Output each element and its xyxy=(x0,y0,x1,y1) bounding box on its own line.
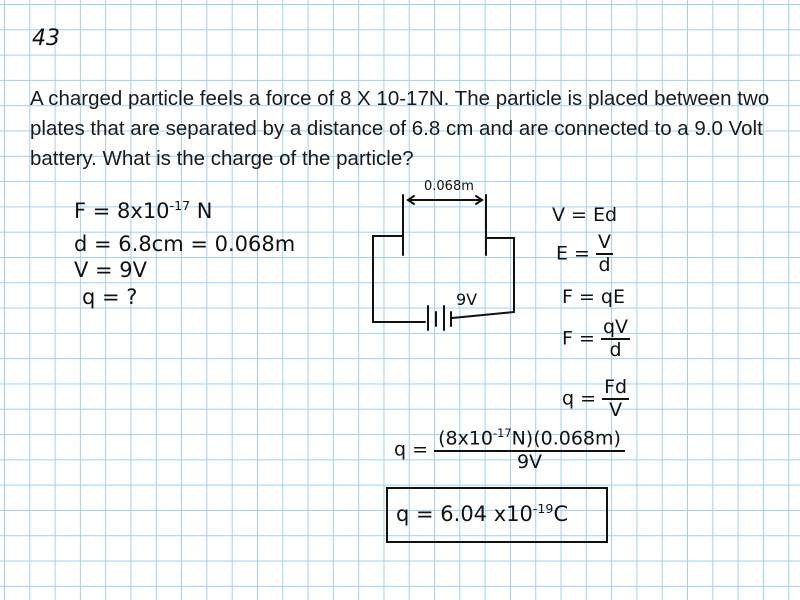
formula-v-ed: V = Ed xyxy=(552,204,618,226)
plate-gap-label: 0.068m xyxy=(424,179,474,194)
formula-q-left: q = xyxy=(562,387,603,410)
left-wire xyxy=(373,236,425,322)
formula-e-v-over-d xyxy=(556,233,613,275)
formula-e-denominator: d xyxy=(598,254,611,276)
given-force-exponent: -17 xyxy=(169,198,191,213)
formula-f-denominator: d xyxy=(609,339,622,361)
formula-f-left: F = xyxy=(562,327,601,350)
given-force-text: F = 8x10 xyxy=(74,199,170,223)
page-number: 43 xyxy=(32,26,60,51)
formula-q-denominator: V xyxy=(609,399,623,421)
formula-e-left: E = xyxy=(556,242,597,265)
formula-q-numerator: Fd xyxy=(604,376,628,398)
formula-f-fraction xyxy=(601,318,630,360)
answer-main: q = 6.04 x10 xyxy=(396,502,533,526)
substitution-left: q = xyxy=(394,438,435,461)
given-unknown: q = ? xyxy=(82,285,138,309)
battery-label: 9V xyxy=(456,290,478,309)
answer-unit: C xyxy=(553,502,569,526)
formula-e-numerator: V xyxy=(598,231,612,253)
substitution-equation xyxy=(394,428,625,472)
question-text: A charged particle feels a force of 8 X 10-17N. The particle is placed between two plates that are separated by a distance of 6.8 cm and are connected to a 9.0 Volt battery. What is the charge of the particle? xyxy=(30,87,770,170)
substitution-denominator: 9V xyxy=(516,451,543,474)
substitution-num-b: N)(0.068m) xyxy=(511,427,621,450)
substitution-fraction xyxy=(434,428,625,472)
substitution-num-a: (8x10 xyxy=(438,427,493,450)
formula-f-qv-over-d xyxy=(562,318,630,360)
answer-text xyxy=(396,503,568,525)
substitution-num-exponent: -17 xyxy=(492,426,512,440)
formula-q-fraction xyxy=(602,378,629,420)
given-force-unit: N xyxy=(190,199,213,223)
formula-q-fd-over-v xyxy=(562,378,629,420)
formula-f-numerator: qV xyxy=(602,316,628,338)
given-voltage: V = 9V xyxy=(74,258,148,282)
formula-e-fraction xyxy=(596,233,613,275)
given-distance: d = 6.8cm = 0.068m xyxy=(74,232,296,256)
substitution-numerator xyxy=(434,428,625,452)
formula-f-qe: F = qE xyxy=(562,286,625,308)
answer-exponent: -19 xyxy=(532,501,554,516)
